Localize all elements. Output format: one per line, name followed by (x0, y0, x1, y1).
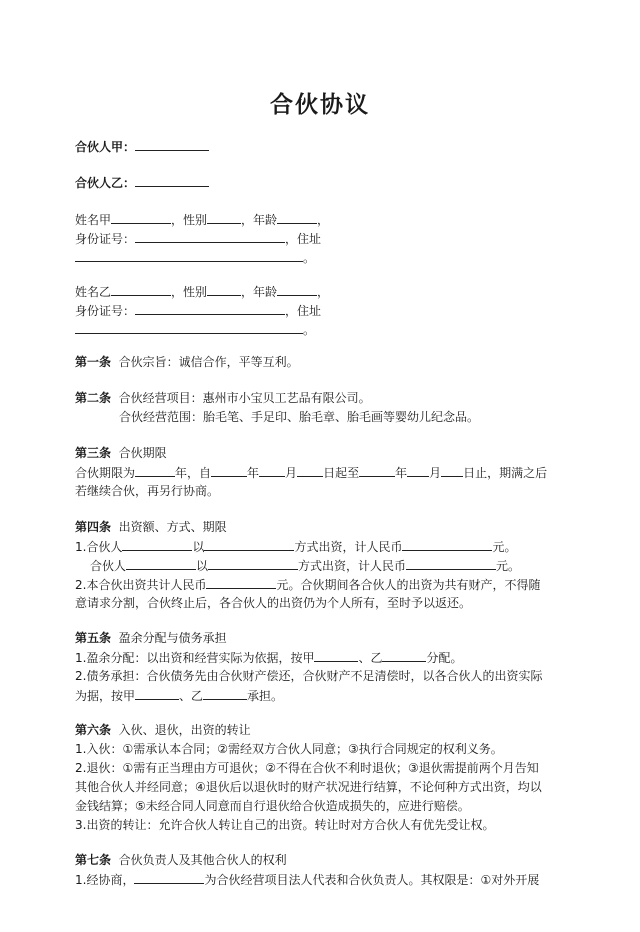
blank (135, 687, 179, 700)
article-heading: 第七条 (75, 853, 112, 867)
text: 2.债务承担：合伙债务先由合伙财产偿还，合伙财产不足清偿时，以各合伙人的出资实际 (75, 669, 543, 683)
text: 日止，期满之后 (463, 466, 548, 480)
blank (111, 283, 171, 296)
text: 年，自 (175, 466, 212, 480)
blank (135, 230, 285, 243)
article-heading: 第五条 (75, 631, 112, 645)
blank (406, 557, 496, 570)
label: 姓名乙 (75, 285, 112, 299)
text: 元。 (496, 559, 521, 573)
label: ，年龄 (241, 213, 278, 227)
label: 。 (303, 323, 316, 337)
blank (297, 464, 323, 477)
text: 分配。 (426, 651, 463, 665)
person-b-line3 (75, 321, 315, 338)
article-4-line4 (75, 595, 471, 611)
text: 2.退伙：①需有正当理由方可退伙；②不得在合伙不利时退伙；③退伙需提前两个月告知 (75, 761, 539, 775)
person-a-line3 (75, 249, 315, 266)
article-4 (75, 519, 227, 535)
label: ， (317, 285, 330, 299)
party-b-label: 合伙人乙： (75, 176, 136, 190)
blank (203, 687, 247, 700)
text: 3.出资的转让：允许合伙人转让自己的出资。转让时对方合伙人有优先受让权。 (75, 818, 495, 832)
blank (407, 464, 429, 477)
blank (208, 557, 298, 570)
text: 1.盈余分配：以出资和经营实际为依据，按甲 (75, 651, 315, 665)
label: ，性别 (171, 213, 208, 227)
article-6-line2 (75, 760, 539, 776)
article-text: 合伙经营范围：胎毛笔、手足印、胎毛章、胎毛画等婴幼儿纪念品。 (119, 410, 480, 424)
label: 身份证号： (75, 232, 136, 246)
blank (211, 464, 247, 477)
article-6-line5 (75, 817, 494, 833)
text: 元。 (492, 540, 517, 554)
article-6-line1 (75, 741, 503, 757)
text: 年 (395, 466, 408, 480)
text: 1.入伙：①需承认本合同；②需经双方合伙人同意；③执行合同规定的权利义务。 (75, 742, 503, 756)
article-4-line3 (75, 576, 540, 593)
text: 年 (247, 466, 260, 480)
text: 其他合伙人并经同意；④退伙后以退伙时的财产状况进行结算，不论何种方式出资，均以 (75, 780, 542, 794)
blank (277, 283, 317, 296)
article-text: 合伙经营项目：惠州市小宝贝工艺品有限公司。 (118, 391, 371, 405)
blank (359, 464, 395, 477)
text: 合伙人 (90, 559, 127, 573)
article-7 (75, 852, 287, 868)
article-2-scope (119, 409, 479, 425)
blank (126, 557, 196, 570)
article-7-line1 (75, 871, 539, 888)
blank (204, 538, 294, 551)
text: 方式出资，计人民币 (294, 540, 403, 554)
blank (259, 464, 285, 477)
article-title: 入伙、退伙，出资的转让 (118, 723, 251, 737)
party-b-line (75, 174, 209, 191)
blank (75, 321, 303, 334)
blank (135, 138, 209, 151)
blank (135, 302, 285, 315)
blank (134, 871, 204, 884)
label: ，年龄 (241, 285, 278, 299)
label: 身份证号： (75, 304, 136, 318)
text: 意请求分割，合伙终止后，各合伙人的出资仍为个人所有，至时予以返还。 (75, 596, 472, 610)
blank (207, 211, 241, 224)
article-heading: 第一条 (75, 355, 112, 369)
article-text: 合伙宗旨：诚信合作，平等互利。 (118, 355, 299, 369)
article-heading: 第三条 (75, 446, 112, 460)
text: 日起至 (323, 466, 360, 480)
article-6-line3 (75, 779, 542, 795)
article-4-line2 (90, 557, 520, 574)
article-title: 合伙负责人及其他合伙人的权利 (118, 853, 287, 867)
person-b-line1 (75, 283, 329, 300)
text: 合伙期限为 (75, 466, 136, 480)
article-heading: 第二条 (75, 391, 112, 405)
person-a-line1 (75, 211, 329, 228)
article-6 (75, 722, 251, 738)
label: ，住址 (285, 232, 322, 246)
article-3-line2 (75, 483, 219, 499)
text: 为据，按甲 (75, 689, 136, 703)
blank (402, 538, 492, 551)
text: 元。合伙期间各合伙人的出资为共有财产，不得随 (276, 578, 541, 592)
blank (135, 464, 175, 477)
article-heading: 第四条 (75, 520, 112, 534)
article-1 (75, 354, 299, 370)
article-3 (75, 445, 167, 461)
person-b-line2 (75, 302, 321, 319)
blank (135, 174, 209, 187)
text: 方式出资，计人民币 (298, 559, 407, 573)
label: ， (317, 213, 330, 227)
party-a-line (75, 138, 209, 155)
person-a-line2 (75, 230, 321, 247)
label: ，住址 (285, 304, 322, 318)
article-4-line1 (75, 538, 517, 555)
text: 金钱结算；⑤未经合同人同意而自行退伙给合伙造成损失的，应进行赔偿。 (75, 799, 470, 813)
text: 为合伙经营项目法人代表和合伙负责人。其权限是：①对外开展 (204, 873, 540, 887)
article-2 (75, 390, 371, 406)
article-title: 出资额、方式、期限 (118, 520, 227, 534)
label: 。 (303, 251, 316, 265)
text: 以 (192, 540, 205, 554)
article-5-line2 (75, 668, 542, 684)
blank (111, 211, 171, 224)
article-title: 合伙期限 (118, 446, 167, 460)
label: 姓名甲 (75, 213, 112, 227)
text: 1.合伙人 (75, 540, 123, 554)
text: 若继续合伙，再另行协商。 (75, 484, 220, 498)
article-5-line3 (75, 687, 283, 704)
text: 、乙 (358, 651, 383, 665)
blank (441, 464, 463, 477)
article-title: 盈余分配与债务承担 (118, 631, 227, 645)
blank (314, 649, 358, 662)
article-5 (75, 630, 227, 646)
text: 、乙 (179, 689, 204, 703)
text: 以 (196, 559, 209, 573)
text: 1.经协商， (75, 873, 135, 887)
document-title: 合伙协议 (270, 92, 370, 118)
blank (277, 211, 317, 224)
blank (122, 538, 192, 551)
text: 月 (429, 466, 442, 480)
blank (75, 249, 303, 262)
text: 承担。 (247, 689, 284, 703)
text: 月 (285, 466, 298, 480)
text: 2.本合伙出资共计人民币 (75, 578, 207, 592)
blank (207, 283, 241, 296)
article-5-line1 (75, 649, 462, 666)
article-3-line1 (75, 464, 547, 481)
article-6-line4 (75, 798, 470, 814)
party-a-label: 合伙人甲： (75, 140, 136, 154)
blank (206, 576, 276, 589)
blank (382, 649, 426, 662)
label: ，性别 (171, 285, 208, 299)
article-heading: 第六条 (75, 723, 112, 737)
